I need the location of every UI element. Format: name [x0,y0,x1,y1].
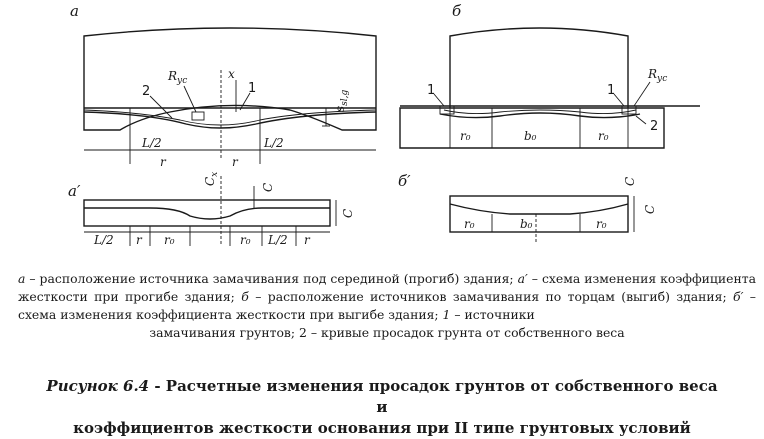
seg-label-mid-b1: b₀ [520,217,533,231]
building-outline-b [450,28,628,108]
label-half-right-a: L/2 [264,136,284,150]
seg-label-mid-b: b₀ [524,129,537,143]
label-c-right-a1: C [261,182,275,192]
legend-key-a: а [18,271,26,286]
callout-1-right-b: 1 [607,83,616,98]
seg-label-1-a1: L/2 [94,233,114,247]
callout-2-b: 2 [650,119,659,134]
panel-b-label: б [452,2,462,20]
legend-text-a: – расположение источника замачивания под серединой (прогиб) здания; [25,271,518,286]
label-cx-a1: $C_x$ [203,171,220,186]
legend-text-1: – источники [450,307,535,322]
legend-text-b: – расположение источников замачивания по торцам (выгиб) здания; [248,289,734,304]
label-r-left-a: r [160,155,166,169]
caption-line-1: - Расчетные изменения просадок грунтов от собственного веса и [149,377,718,416]
seg-label-left-b1: r₀ [464,217,475,231]
seg-label-right-b1: r₀ [596,217,607,231]
leader-r-b [634,82,650,106]
figure-caption [40,376,724,439]
legend-key-1: 1 [442,307,451,322]
label-rus-a: $R_{ус}$ [168,69,188,86]
legend-key-b1: б′ [733,289,744,304]
label-half-left-a: L/2 [142,136,162,150]
label-rus-b: $R_{ус}$ [648,67,668,84]
legend-last-line: замачивания грунтов; 2 – кривые просадок грунта от собственного веса [149,325,625,340]
seg-label-right-b: r₀ [598,129,609,143]
seg-label-4-a1: r₀ [240,233,251,247]
panel-a-prime [68,172,355,247]
legend-text-b1: – схема изменения коэффициента жесткости при выгибе здания; [18,289,756,322]
label-c-side-b1: C [643,204,657,214]
leader-1-left-b [434,94,444,106]
panel-b-prime-label: б′ [398,172,411,190]
figure-legend [18,270,756,342]
label-c-top-b1: C [623,176,637,186]
stiffness-curve-b [450,204,628,214]
leader-2-b [636,116,646,124]
caption-line-2: коэффициентов жесткости основания при II типе грунтовых условий [73,419,691,437]
seg-label-2-a1: r [136,233,142,247]
legend-text-a1: – схема изменения коэффициента жесткости при прогибе здания; [18,271,756,304]
stiffness-curve-a [84,208,330,219]
callout-1-a: 1 [248,81,257,96]
panel-a-label: а [70,2,79,20]
leader-1-right-b [614,94,624,106]
callout-1-left-b: 1 [427,83,436,98]
wetting-source-right-b [622,106,636,114]
legend-key-a1: а′ [517,271,528,286]
label-x-a: x [228,67,235,81]
callout-2-a: 2 [142,84,151,99]
seg-label-left-b: r₀ [460,129,471,143]
panel-b-prime [398,172,657,244]
label-sdg-a: $s_{sl,g}$ [333,89,350,112]
wetting-source-a [192,112,204,120]
panel-a [70,2,376,169]
label-r-right-a: r [232,155,238,169]
panel-b [400,2,700,148]
label-c-side-a1: C [341,208,355,218]
seg-label-3-a1: r₀ [164,233,175,247]
caption-label: Рисунок 6.4 [46,377,150,395]
panel-a-prime-label: а′ [68,182,81,200]
seg-label-5-a1: L/2 [268,233,288,247]
seg-label-6-a1: r [304,233,310,247]
wetting-source-left-b [440,106,454,114]
stiffness-band-a [84,200,330,226]
legend-key-b: б [241,289,249,304]
